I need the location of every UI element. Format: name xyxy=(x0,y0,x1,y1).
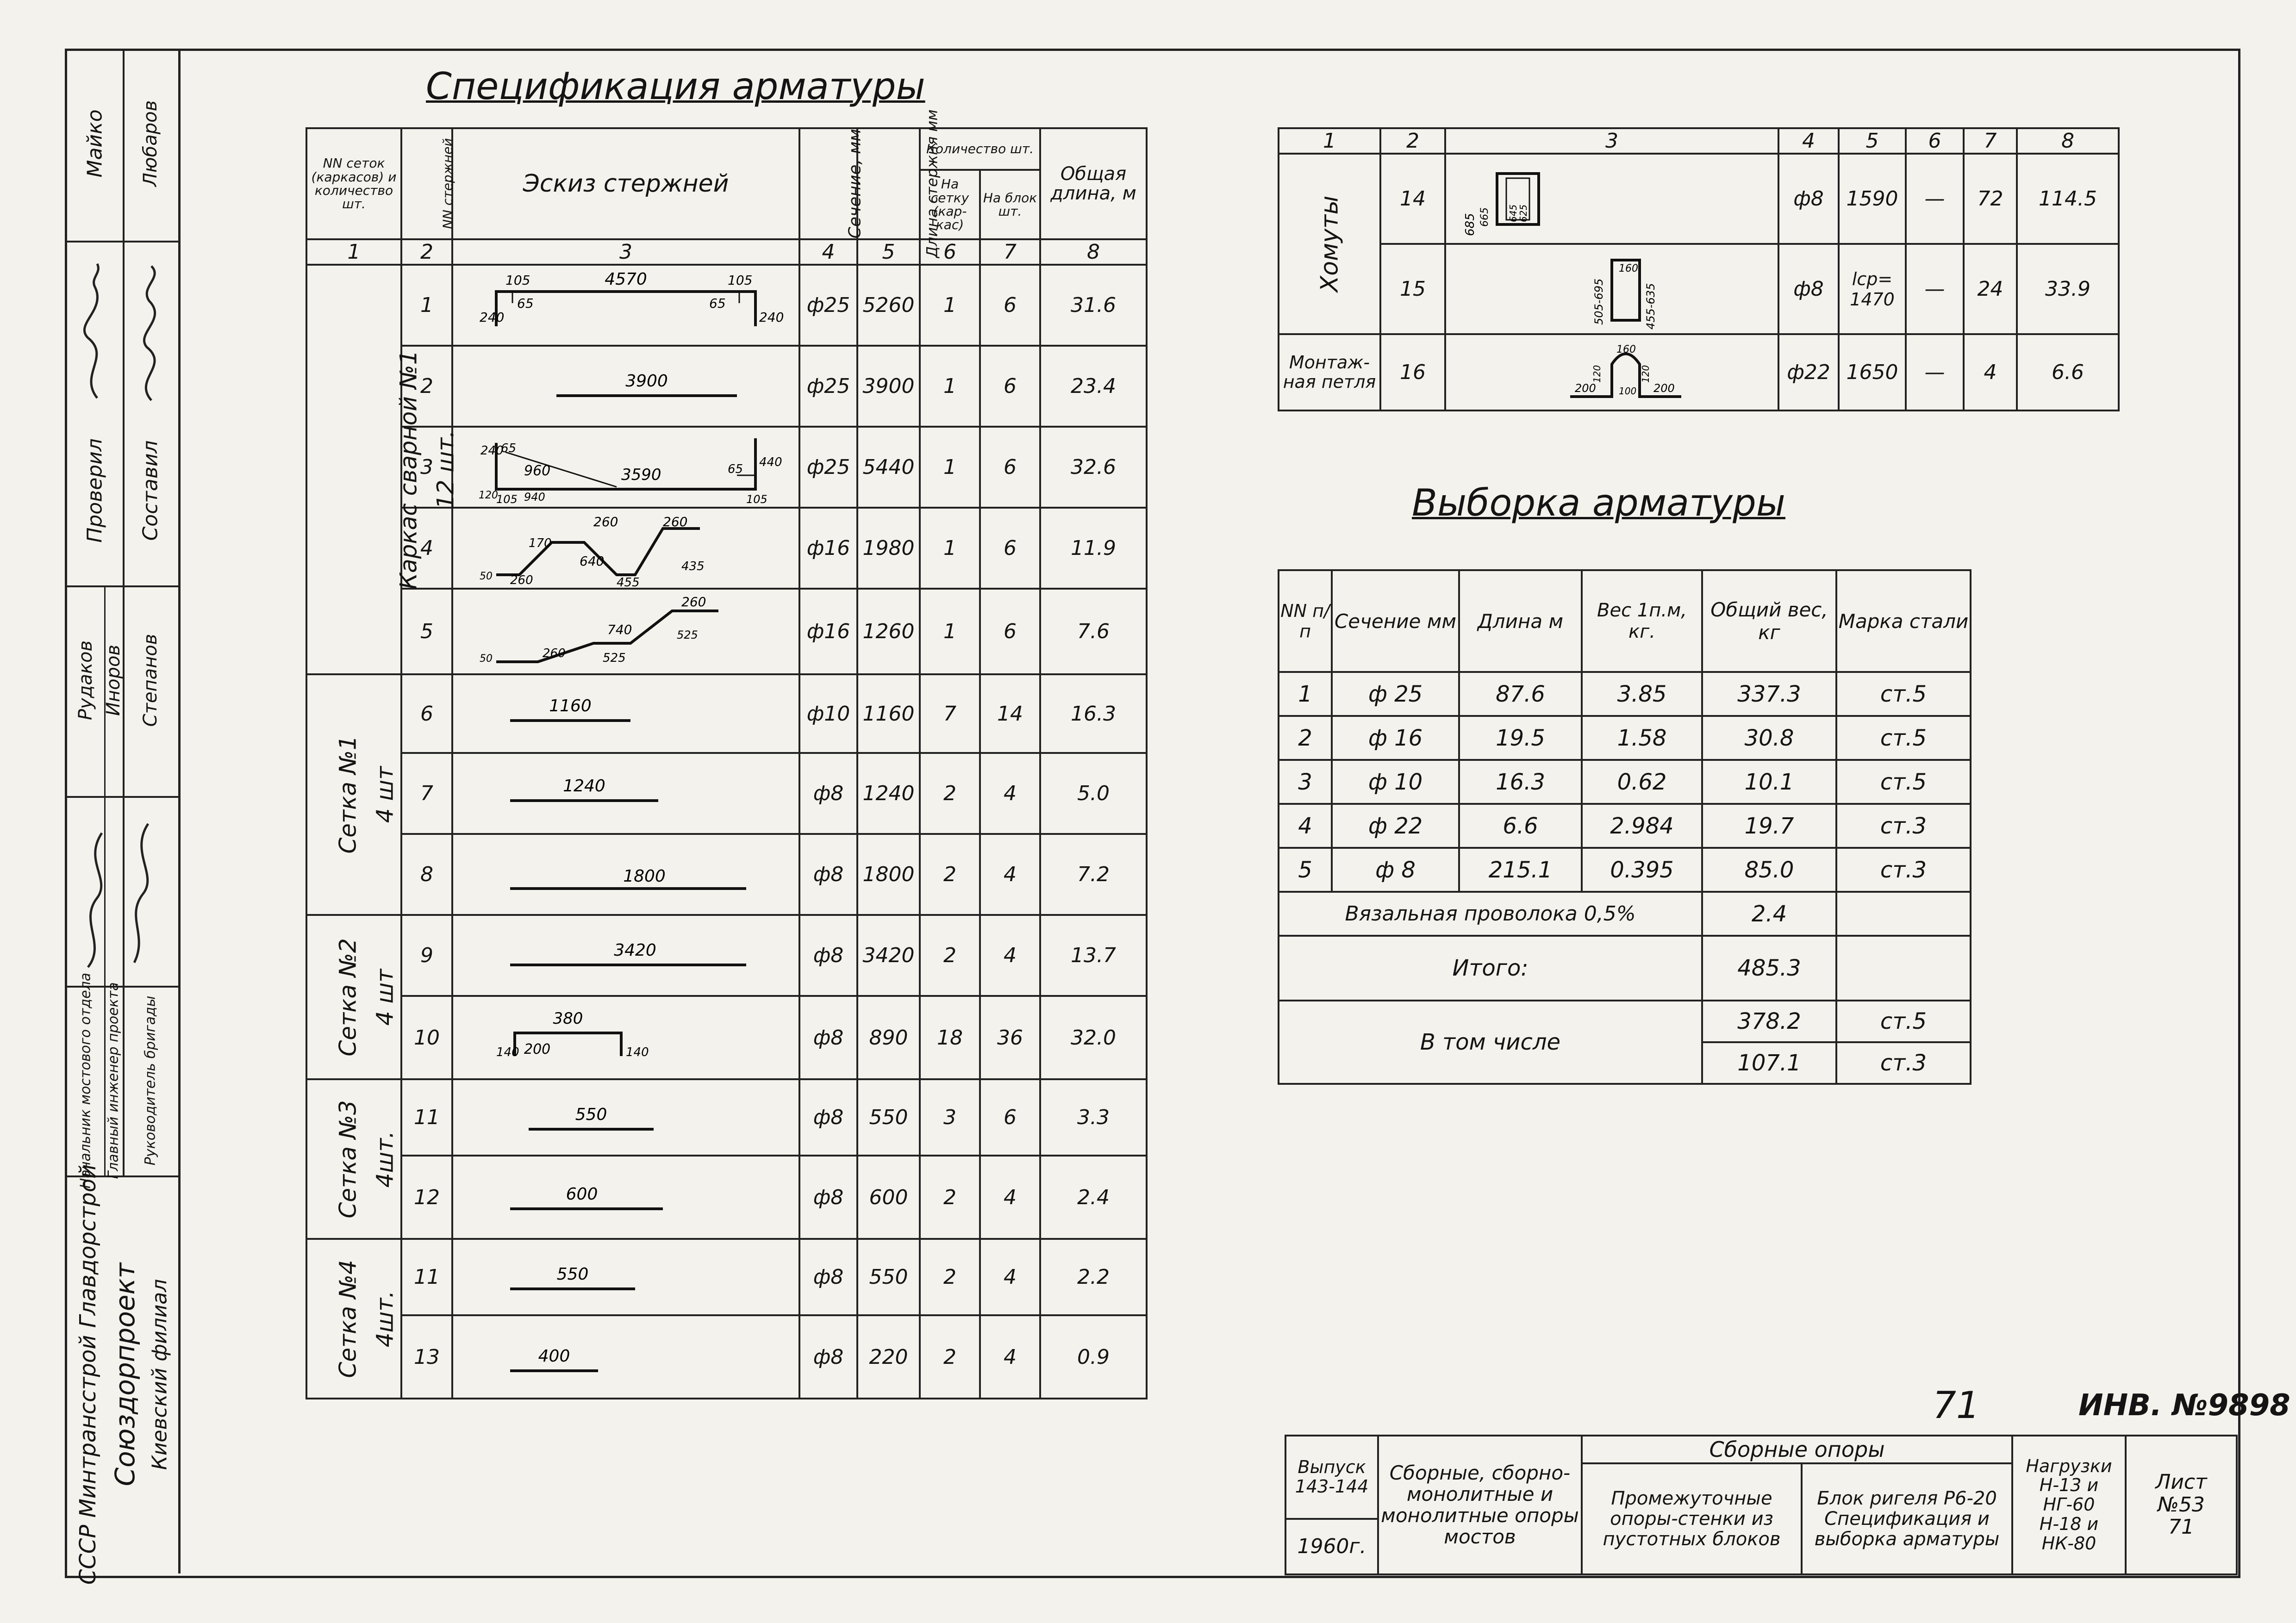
vyb-cell: ф 22 xyxy=(1332,804,1459,848)
row-blk: 4 xyxy=(980,1239,1040,1315)
hom-label: Хомуты xyxy=(1279,154,1380,334)
sketch-14 xyxy=(452,1315,799,1399)
svg-text:160: 160 xyxy=(1616,344,1636,355)
hdr-num-3: 3 xyxy=(452,239,799,265)
row-sec: ф25 xyxy=(799,346,857,427)
side-made: Составил xyxy=(138,440,162,541)
row-tot: 3.3 xyxy=(1040,1079,1147,1156)
svg-text:140: 140 xyxy=(626,1045,649,1059)
svg-text:740: 740 xyxy=(607,622,632,637)
vyb-cell: 0.62 xyxy=(1582,760,1702,804)
incl-value-2: 107.1 xyxy=(1702,1042,1836,1084)
side-divider-1 xyxy=(65,241,178,243)
incl-label: В том числе xyxy=(1279,1001,1702,1084)
stamp-load-1: Н-13 и НГ-60 xyxy=(2039,1475,2099,1515)
org-2: Союздорпроект xyxy=(109,1262,141,1486)
sketch-15 xyxy=(1445,154,1778,244)
row-tot: 2.2 xyxy=(1040,1239,1147,1315)
row-tot: 5.0 xyxy=(1040,753,1147,834)
svg-text:640: 640 xyxy=(580,553,605,569)
svg-text:100: 100 xyxy=(1619,386,1637,397)
row-blk: 4 xyxy=(980,834,1040,915)
page-number: 71 xyxy=(1933,1384,1980,1427)
group-2: Сетка №1 4 шт xyxy=(306,674,401,915)
row-sec: ф8 xyxy=(799,915,857,996)
group-4: Сетка №3 4шт. xyxy=(306,1079,401,1239)
row-blk: 6 xyxy=(980,346,1040,427)
row-c6: — xyxy=(1906,244,1964,334)
row-blk: 6 xyxy=(980,427,1040,508)
svg-text:260: 260 xyxy=(510,573,533,587)
row-tot: 16.3 xyxy=(1040,674,1147,753)
row-sec: ф22 xyxy=(1778,334,1839,410)
hdr-col2: NN стержней xyxy=(401,128,452,239)
row-per: 2 xyxy=(920,1156,980,1239)
row-blk: 4 xyxy=(980,753,1040,834)
row-per: 1 xyxy=(920,589,980,674)
row-no: 10 xyxy=(401,996,452,1079)
row-sec: ф8 xyxy=(1778,244,1839,334)
svg-text:625: 625 xyxy=(1518,204,1529,222)
svg-text:380: 380 xyxy=(553,1009,583,1028)
hdr-col3: Эскиз стержней xyxy=(452,128,799,239)
row-no: 15 xyxy=(1380,244,1445,334)
row-c7: 24 xyxy=(1964,244,2017,334)
side-surname-2: Иноров xyxy=(103,645,124,716)
row-len: 5440 xyxy=(857,427,920,508)
group-3: Сетка №2 4 шт xyxy=(306,915,401,1079)
row-len: 1650 xyxy=(1839,334,1906,410)
svg-text:3900: 3900 xyxy=(625,371,668,391)
svg-text:1240: 1240 xyxy=(563,776,605,796)
row-no: 5 xyxy=(401,589,452,674)
spec-table xyxy=(306,109,1148,1399)
hdr-num-7: 7 xyxy=(1964,128,2017,154)
hdr-col6: На сетку (кар-кас) xyxy=(920,170,980,239)
petlya-label: Монтаж-ная петля xyxy=(1279,334,1380,410)
vyb-cell: 3.85 xyxy=(1582,672,1702,716)
row-no: 2 xyxy=(401,346,452,427)
row-len: 550 xyxy=(857,1239,920,1315)
svg-text:200: 200 xyxy=(1575,382,1596,395)
svg-text:525: 525 xyxy=(603,651,626,665)
spec-title: Спецификация арматуры xyxy=(426,65,925,108)
vyb-cell: 19.7 xyxy=(1702,804,1836,848)
svg-text:160: 160 xyxy=(1619,263,1638,274)
hdr-num-3: 3 xyxy=(1445,128,1778,154)
row-no: 4 xyxy=(401,508,452,589)
row-blk: 4 xyxy=(980,1315,1040,1399)
vyb-cell: 85.0 xyxy=(1702,848,1836,892)
vyb-cell: 215.1 xyxy=(1459,848,1582,892)
row-per: 1 xyxy=(920,265,980,346)
svg-text:240: 240 xyxy=(480,309,505,325)
row-per: 2 xyxy=(920,1239,980,1315)
row-no: 12 xyxy=(401,1156,452,1239)
row-per: 2 xyxy=(920,1315,980,1399)
row-len: 1160 xyxy=(857,674,920,753)
wire-value: 2.4 xyxy=(1702,892,1836,936)
sketch-7 xyxy=(452,753,799,834)
stamp-block: Блок ригеля Р6-20 Спецификация и выборка арматуры xyxy=(1802,1463,2012,1574)
svg-text:120: 120 xyxy=(479,490,498,501)
row-no: 9 xyxy=(401,915,452,996)
svg-text:260: 260 xyxy=(681,594,706,609)
vyb-cell: ст.3 xyxy=(1836,848,1971,892)
svg-text:550: 550 xyxy=(556,1264,589,1284)
svg-text:645: 645 xyxy=(1508,204,1519,222)
row-sec: ф8 xyxy=(799,1315,857,1399)
vyb-cell: 5 xyxy=(1279,848,1332,892)
row-len: 550 xyxy=(857,1079,920,1156)
row-tot: 32.6 xyxy=(1040,427,1147,508)
vyb-title: Выборка арматуры xyxy=(1412,481,1785,524)
vyb-hdr-1: NN п/п xyxy=(1279,570,1332,672)
vyb-cell: 337.3 xyxy=(1702,672,1836,716)
signature-3 xyxy=(69,805,176,981)
row-len: lср= 1470 xyxy=(1839,244,1906,334)
row-blk: 6 xyxy=(980,508,1040,589)
vyb-hdr-2: Сечение мм xyxy=(1332,570,1459,672)
vyb-cell: 30.8 xyxy=(1702,716,1836,760)
vyb-cell: 19.5 xyxy=(1459,716,1582,760)
inventory-number: ИНВ. №9898 xyxy=(2078,1388,2290,1423)
stamp-load-label: Нагрузки xyxy=(2026,1455,2112,1476)
row-no: 13 xyxy=(401,1315,452,1399)
svg-text:600: 600 xyxy=(566,1185,598,1204)
hdr-num-2: 2 xyxy=(401,239,452,265)
hdr-num-8: 8 xyxy=(1040,239,1147,265)
svg-text:120: 120 xyxy=(1591,365,1603,383)
stamp-load-2: Н-18 и НК-80 xyxy=(2039,1513,2099,1554)
wire-grade xyxy=(1836,892,1971,936)
stamp-sheet-no-2: 71 xyxy=(2168,1515,2194,1539)
row-no: 11 xyxy=(401,1079,452,1156)
sketch-12 xyxy=(452,1156,799,1239)
row-tot: 2.4 xyxy=(1040,1156,1147,1239)
row-len: 5260 xyxy=(857,265,920,346)
incl-grade-2: ст.3 xyxy=(1836,1042,1971,1084)
hdr-col5: Длина стержня мм xyxy=(857,128,920,239)
row-sec: ф16 xyxy=(799,508,857,589)
row-len: 3900 xyxy=(857,346,920,427)
row-c7: 4 xyxy=(1964,334,2017,410)
svg-text:260: 260 xyxy=(543,646,566,660)
hdr-col1: NN сеток (каркасов) и количество шт. xyxy=(306,128,401,239)
svg-text:4570: 4570 xyxy=(605,269,647,289)
row-len: 890 xyxy=(857,996,920,1079)
svg-text:525: 525 xyxy=(677,628,698,641)
hdr-num-4: 4 xyxy=(1778,128,1839,154)
row-tot: 6.6 xyxy=(2017,334,2119,410)
svg-text:455-635: 455-635 xyxy=(1644,283,1657,330)
row-no: 7 xyxy=(401,753,452,834)
svg-text:200: 200 xyxy=(1653,382,1675,395)
row-tot: 114.5 xyxy=(2017,154,2119,244)
row-no: 16 xyxy=(1380,334,1445,410)
stamp-loads xyxy=(2012,1436,2126,1574)
svg-text:1160: 1160 xyxy=(549,696,592,715)
org-1: СССР Минтрансстрой Главдорстрой xyxy=(75,1164,101,1585)
svg-text:3590: 3590 xyxy=(621,466,661,484)
row-sec: ф8 xyxy=(1778,154,1839,244)
vyb-cell: 1.58 xyxy=(1582,716,1702,760)
sketch-8 xyxy=(452,834,799,915)
row-c6: — xyxy=(1906,154,1964,244)
row-len: 3420 xyxy=(857,915,920,996)
svg-text:105: 105 xyxy=(746,493,767,506)
sketch-13 xyxy=(452,1239,799,1315)
row-per: 2 xyxy=(920,915,980,996)
vyb-cell: 2 xyxy=(1279,716,1332,760)
svg-text:440: 440 xyxy=(759,455,782,469)
hdr-num-8: 8 xyxy=(2017,128,2119,154)
side-surname-3: Степанов xyxy=(140,634,161,727)
hdr-num-5: 5 xyxy=(857,239,920,265)
group-5: Сетка №4 4шт. xyxy=(306,1239,401,1399)
side-divider-3 xyxy=(65,796,178,798)
vyb-cell: ст.3 xyxy=(1836,804,1971,848)
svg-text:65: 65 xyxy=(517,295,534,311)
sketch-11 xyxy=(452,1079,799,1156)
row-len: 220 xyxy=(857,1315,920,1399)
signature-1 xyxy=(69,259,120,407)
vyb-cell: 0.395 xyxy=(1582,848,1702,892)
sketch-3 xyxy=(452,427,799,508)
group-1: Каркас сварной №1 12 шт. xyxy=(306,265,401,674)
svg-text:65: 65 xyxy=(501,442,517,455)
row-tot: 7.2 xyxy=(1040,834,1147,915)
svg-text:550: 550 xyxy=(575,1105,607,1124)
svg-text:240: 240 xyxy=(759,309,784,325)
svg-text:65: 65 xyxy=(728,462,743,476)
row-tot: 23.4 xyxy=(1040,346,1147,427)
hdr-num-1: 1 xyxy=(1279,128,1380,154)
total-label: Итого: xyxy=(1279,936,1702,1001)
side-surname-1: Рудаков xyxy=(75,640,96,721)
svg-text:685: 685 xyxy=(1463,212,1477,236)
sketch-4 xyxy=(452,508,799,589)
row-sec: ф8 xyxy=(799,753,857,834)
row-tot: 31.6 xyxy=(1040,265,1147,346)
stamp-top: Сборные опоры xyxy=(1582,1436,2012,1463)
side-checked: Проверил xyxy=(83,438,107,543)
row-no: 6 xyxy=(401,674,452,753)
svg-text:960: 960 xyxy=(524,463,551,479)
row-blk: 6 xyxy=(980,265,1040,346)
row-blk: 6 xyxy=(980,589,1040,674)
row-blk: 4 xyxy=(980,1156,1040,1239)
svg-text:455: 455 xyxy=(617,576,640,590)
vyb-cell: 1 xyxy=(1279,672,1332,716)
svg-text:1800: 1800 xyxy=(623,866,666,886)
hdr-col7: На блок шт. xyxy=(980,170,1040,239)
hdr-num-6: 6 xyxy=(1906,128,1964,154)
svg-text:50: 50 xyxy=(480,571,493,582)
row-blk: 4 xyxy=(980,915,1040,996)
side-role-3: Руководитель бригады xyxy=(142,995,159,1166)
row-sec: ф25 xyxy=(799,265,857,346)
svg-text:200: 200 xyxy=(524,1041,551,1057)
vyb-hdr-4: Вес 1п.м, кг. xyxy=(1582,570,1702,672)
incl-grade-1: ст.5 xyxy=(1836,1001,1971,1042)
svg-text:105: 105 xyxy=(505,272,530,288)
sketch-1 xyxy=(452,265,799,346)
vyb-hdr-3: Длина м xyxy=(1459,570,1582,672)
row-tot: 33.9 xyxy=(2017,244,2119,334)
sketch-6 xyxy=(452,674,799,753)
hdr-num-4: 4 xyxy=(799,239,857,265)
vyb-cell: ф 25 xyxy=(1332,672,1459,716)
row-tot: 13.7 xyxy=(1040,915,1147,996)
hdr-num-6: 6 xyxy=(920,239,980,265)
side-name-1: Майко xyxy=(83,109,107,178)
row-len: 1980 xyxy=(857,508,920,589)
svg-text:505-695: 505-695 xyxy=(1592,278,1605,325)
hdr-num-2: 2 xyxy=(1380,128,1445,154)
hdr-col8: Общая длина, м xyxy=(1040,128,1147,239)
vyb-cell: ф 16 xyxy=(1332,716,1459,760)
svg-text:940: 940 xyxy=(524,491,545,504)
row-blk: 6 xyxy=(980,1079,1040,1156)
row-no: 1 xyxy=(401,265,452,346)
row-sec: ф8 xyxy=(799,834,857,915)
stamp-sheet-no: №53 xyxy=(2158,1492,2205,1517)
vyb-cell: ст.5 xyxy=(1836,760,1971,804)
vyborka-table xyxy=(1278,569,1972,1085)
sketch-10 xyxy=(452,996,799,1079)
row-sec: ф10 xyxy=(799,674,857,753)
row-sec: ф25 xyxy=(799,427,857,508)
row-c6: — xyxy=(1906,334,1964,410)
row-per: 2 xyxy=(920,753,980,834)
row-tot: 11.9 xyxy=(1040,508,1147,589)
sketch-16 xyxy=(1445,244,1778,334)
row-len: 1590 xyxy=(1839,154,1906,244)
row-per: 1 xyxy=(920,508,980,589)
svg-text:65: 65 xyxy=(709,295,726,311)
vyb-cell: 87.6 xyxy=(1459,672,1582,716)
stamp-mid: Промежуточные опоры-стенки из пустотных блоков xyxy=(1582,1463,1802,1574)
svg-text:170: 170 xyxy=(529,536,552,550)
incl-value-1: 378.2 xyxy=(1702,1001,1836,1042)
row-sec: ф8 xyxy=(799,1079,857,1156)
hdr-num-7: 7 xyxy=(980,239,1040,265)
svg-text:105: 105 xyxy=(728,272,753,288)
vyb-cell: ф 8 xyxy=(1332,848,1459,892)
row-per: 1 xyxy=(920,346,980,427)
stamp-vypusk: Выпуск 143-144 xyxy=(1285,1436,1378,1519)
row-per: 18 xyxy=(920,996,980,1079)
stamp-series: Сборные, сборно-монолитные и монолитные опоры мостов xyxy=(1378,1436,1582,1574)
row-sec: ф8 xyxy=(799,1156,857,1239)
svg-text:260: 260 xyxy=(593,514,618,529)
spec-continued-table xyxy=(1278,127,2120,411)
hdr-num-5: 5 xyxy=(1839,128,1906,154)
vyb-cell: ст.5 xyxy=(1836,716,1971,760)
row-blk: 14 xyxy=(980,674,1040,753)
row-no: 8 xyxy=(401,834,452,915)
row-per: 7 xyxy=(920,674,980,753)
svg-text:50: 50 xyxy=(480,653,493,665)
row-tot: 7.6 xyxy=(1040,589,1147,674)
svg-text:140: 140 xyxy=(496,1045,519,1059)
vyb-cell: 2.984 xyxy=(1582,804,1702,848)
vyb-cell: 16.3 xyxy=(1459,760,1582,804)
stamp-year: 1960г. xyxy=(1285,1519,1378,1574)
vyb-cell: 10.1 xyxy=(1702,760,1836,804)
svg-text:240: 240 xyxy=(480,444,504,458)
vyb-cell: 6.6 xyxy=(1459,804,1582,848)
row-sec: ф8 xyxy=(799,996,857,1079)
sketch-9 xyxy=(452,915,799,996)
stamp-sheet-label: Лист xyxy=(2155,1470,2207,1494)
row-no: 11 xyxy=(401,1239,452,1315)
signature-2 xyxy=(126,259,177,407)
svg-text:120: 120 xyxy=(1640,365,1651,383)
row-len: 1260 xyxy=(857,589,920,674)
svg-text:435: 435 xyxy=(681,560,705,573)
vyb-hdr-5: Общий вес, кг xyxy=(1702,570,1836,672)
side-role-2: Главный инженер проекта xyxy=(105,982,122,1179)
row-sec: ф8 xyxy=(799,1239,857,1315)
org-3: Киевский филиал xyxy=(148,1279,172,1470)
vyb-cell: 4 xyxy=(1279,804,1332,848)
row-per: 2 xyxy=(920,834,980,915)
hdr-col4: Сечение, мм xyxy=(799,128,857,239)
row-len: 1800 xyxy=(857,834,920,915)
row-c7: 72 xyxy=(1964,154,2017,244)
row-sec: ф16 xyxy=(799,589,857,674)
title-block xyxy=(1285,1435,2238,1575)
row-len: 1240 xyxy=(857,753,920,834)
row-no: 3 xyxy=(401,427,452,508)
side-divider-2 xyxy=(65,585,178,587)
sketch-17 xyxy=(1445,334,1778,410)
row-per: 1 xyxy=(920,427,980,508)
vyb-hdr-6: Марка стали xyxy=(1836,570,1971,672)
svg-text:400: 400 xyxy=(538,1347,570,1366)
total-value: 485.3 xyxy=(1702,936,1836,1001)
side-vdivider xyxy=(123,49,125,1175)
svg-text:105: 105 xyxy=(496,493,518,506)
total-grade xyxy=(1836,936,1971,1001)
row-tot: 0.9 xyxy=(1040,1315,1147,1399)
hdr-col67: Количество шт. xyxy=(920,128,1040,170)
vyb-cell: ф 10 xyxy=(1332,760,1459,804)
sketch-2 xyxy=(452,346,799,427)
wire-label: Вязальная проволока 0,5% xyxy=(1279,892,1702,936)
svg-text:665: 665 xyxy=(1479,207,1491,227)
sketch-5 xyxy=(452,589,799,674)
row-per: 3 xyxy=(920,1079,980,1156)
vyb-cell: ст.5 xyxy=(1836,672,1971,716)
svg-text:260: 260 xyxy=(663,514,688,529)
row-blk: 36 xyxy=(980,996,1040,1079)
side-role-1: Начальник мостового отдела xyxy=(77,972,94,1189)
row-tot: 32.0 xyxy=(1040,996,1147,1079)
side-name-2: Любаров xyxy=(140,100,161,187)
hdr-num-1: 1 xyxy=(306,239,401,265)
stamp-sheet xyxy=(2126,1436,2237,1574)
svg-text:3420: 3420 xyxy=(614,940,656,960)
vyb-cell: 3 xyxy=(1279,760,1332,804)
row-len: 600 xyxy=(857,1156,920,1239)
row-no: 14 xyxy=(1380,154,1445,244)
